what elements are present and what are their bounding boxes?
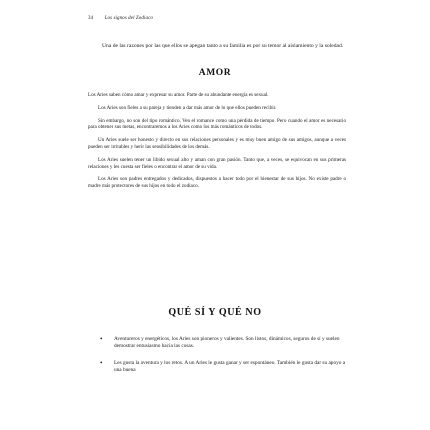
amor-paragraph-1: Los Aries saben cómo amar y expresar su amor. Parte de su abundante energía es sexual. (88, 92, 269, 98)
running-title: Los signos del Zodiaco (104, 16, 154, 21)
list-item (100, 336, 350, 350)
list-item-text: Aventureros y energéticos, los Aries son pioneros y valientes. Son listos, dinámicos, seguros de sí y suelen demostrar entusiasmo hacia las cosas. (114, 336, 340, 349)
intro-paragraph: Una de las razones por las que ellos se apegan tanto a su familia es por su temor al aislamiento y la soledad. (102, 42, 344, 49)
list-item (100, 360, 350, 374)
amor-paragraph-5: Los Aries suelen tener un libido sexual alto y aman con gran pasión. Tanto que, a veces, se equivocan en sus primeras relaciones y les cuesta ser fieles o encontrar el amor de su vida. (88, 156, 346, 170)
bullet-icon: • (100, 359, 103, 367)
list-item-text: Les gusta la aventura y los retos. A un Aries le gusta ganar y ser espontáneo. También le gusta dar su apoyo a una buena (114, 360, 346, 373)
que-si-list (100, 336, 350, 384)
amor-paragraph-2: Los Aries son fieles a su pareja y tienden a dar más amor de lo que ellos pueden recibir. (98, 104, 277, 111)
page-number: 34 (88, 16, 94, 21)
section-heading-amor: AMOR (198, 68, 232, 78)
amor-paragraph-6: Los Aries son padres entregados y dedicados, dispuestos a hacer todo por el bienestar de sus hijos. No existe padre o madre más protectores de sus hijos en todo el zodiaco. (88, 176, 346, 190)
section-heading-que-si-y-que-no: QUÉ SÍ Y QUÉ NO (168, 307, 262, 318)
running-head (88, 16, 153, 21)
bullet-icon: • (100, 335, 103, 343)
amor-paragraph-3: Sin embargo, no son del tipo romántico. Ven el romance como una pérdida de tiempo. Pero cuando el amor es necesario para obtener sus metas, encontraremos a los Aries como los más románticos de todos. (88, 117, 346, 131)
amor-paragraph-4: Un Aries suele ser honesto y directo en sus relaciones personales y es muy buen amigo de sus amigos, aunque a veces pueden ser irritables y herir las sensibilidades de los demás. (88, 137, 346, 150)
amor-section-body (88, 92, 346, 196)
